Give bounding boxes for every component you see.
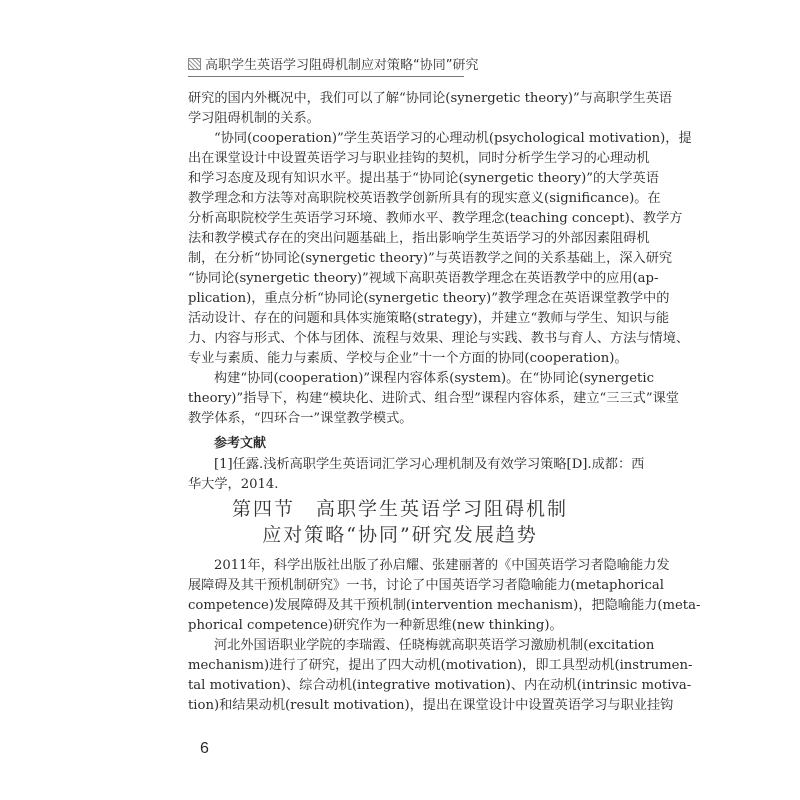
references-heading: 参考文献 [214,436,267,451]
section-title-line-2: 应对策略“协同”研究发展趋势 [262,524,538,546]
text-line: “协同(cooperation)”学生英语学习的心理动机(psychological motivation)，提 [214,131,692,146]
text-line: plication)，重点分析“协同论(synergetic theory)”教学理念在英语课堂教学中的 [188,291,670,306]
text-line: 2011年，科学出版社出版了孙启耀、张建丽著的《中国英语学习者隐喻能力发 [214,558,670,573]
running-header-title: 高职学生英语学习阻碍机制应对策略“协同”研究 [205,58,479,73]
text-line: mechanism)进行了研究，提出了四大动机(motivation)，即工具型动机(instrumen- [188,658,693,673]
text-line: 河北外国语职业学院的李瑞霞、任晓梅就高职英语学习激励机制(excitation [214,638,655,653]
reference-line: 华大学，2014. [188,477,279,492]
text-line: phorical competence)研究作为一种新思维(new thinking)。 [188,618,563,633]
text-line: 法和教学模式存在的突出问题基础上，指出影响学生英语学习的外部因素阻碍机 [188,231,650,246]
text-line: 构建“协同(cooperation)”课程内容体系(system)。在“协同论(synergetic [214,371,654,386]
text-line: 教学体系，“四环合一”课堂教学模式。 [188,411,413,426]
text-line: 出在课堂设计中设置英语学习与职业挂钩的契机，同时分析学生学习的心理动机 [188,151,650,166]
header-logo-icon [188,58,201,70]
text-line: “协同论(synergetic theory)”视域下高职英语教学理念在英语教学中的应用(ap- [188,271,659,286]
text-line: 专业与素质、能力与素质、学校与企业”十一个方面的协同(cooperation)。 [188,351,628,366]
text-line: 分析高职院校学生英语学习环境、教师水平、教学理念(teaching concept)、教学方 [188,211,683,226]
text-line: tion)和结果动机(result motivation)，提出在课堂设计中设置英语学习与职业挂钩 [188,698,674,713]
text-line: 学习阻碍机制的关系。 [188,111,320,126]
text-line: tal motivation)、综合动机(integrative motivation)、内在动机(intrinsic motiva- [188,678,692,693]
text-line: 活动设计、存在的问题和具体实施策略(strategy)，并建立“教师与学生、知识与能 [188,311,670,326]
text-line: theory)”指导下，构建“模块化、进阶式、组合型”课程内容体系，建立“三三式”课堂 [188,391,679,406]
page-number: 6 [200,740,209,757]
text-line: 展障碍及其干预机制研究》一书，讨论了中国英语学习者隐喻能力(metaphorical [188,578,664,593]
reference-line: [1]任露.浅析高职学生英语词汇学习心理机制及有效学习策略[D].成都：西 [214,457,645,472]
running-header [188,58,479,77]
text-line: 和学习态度及现有知识水平。提出基于“协同论(synergetic theory)”的大学英语 [188,171,659,186]
text-line: competence)发展障碍及其干预机制(intervention mechanism)，把隐喻能力(meta- [188,598,701,613]
text-line: 力、内容与形式、个体与团体、流程与效果、理论与实践、教书与育人、方法与情境、 [188,331,690,346]
section-title-line-1: 第四节 高职学生英语学习阻碍机制 [231,498,568,520]
text-line: 教学理念和方法等对高职院校英语教学创新所具有的现实意义(significance)。在 [188,191,661,206]
text-line: 研究的国内外概况中，我们可以了解“协同论(synergetic theory)”与高职学生英语 [188,91,673,106]
text-line: 制，在分析“协同论(synergetic theory)”与英语教学之间的关系基础上，深入研究 [188,251,673,266]
